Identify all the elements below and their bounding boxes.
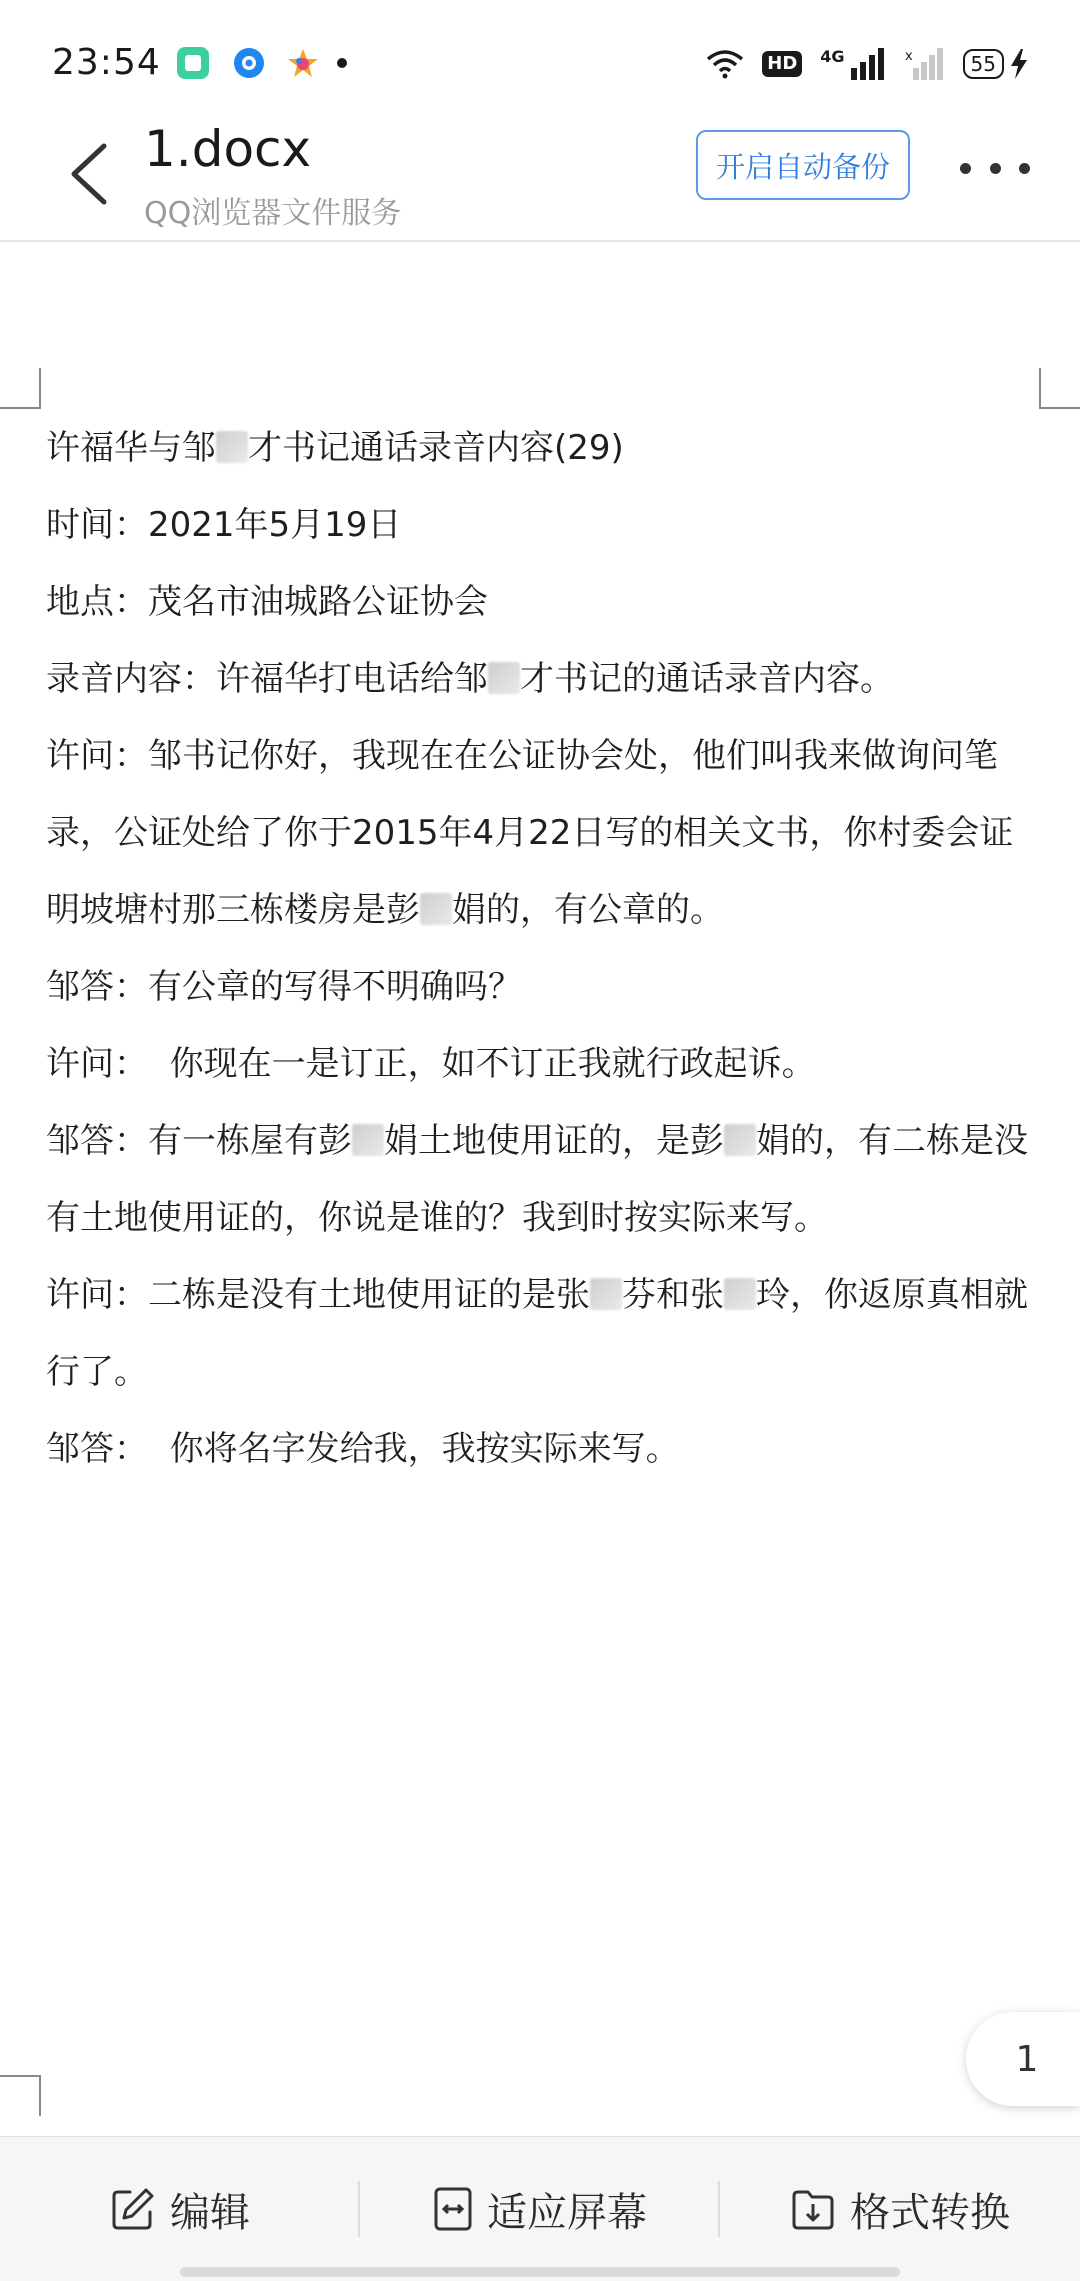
app-colorful-icon [286,46,320,80]
auto-backup-button[interactable]: 开启自动备份 [696,130,910,200]
document-page[interactable] [0,242,1080,2132]
doc-dialogue-paragraph: 邹答： 你将名字发给我，我按实际来写。 [46,1429,680,1469]
doc-dialogue-paragraph: 许问：邹书记你好，我现在在公证协会处，他们叫我来做询问笔录，公证处给了你于2015年4月22日写的相关文书，你村委会证明坡塘村那三栋楼房是彭 娟的，有公章的。 [46,736,1014,930]
back-arrow-icon[interactable] [60,134,120,214]
notification-dot-icon [332,46,366,80]
no-signal-icon [905,48,945,80]
format-convert-button[interactable] [720,2137,1080,2281]
page-corner-mark [0,2074,42,2116]
doc-dialogue-paragraph: 许问： 你现在一是订正，如不订正我就行政起诉。 [46,1044,816,1084]
fit-screen-icon [433,2186,473,2232]
app-blue-icon [232,46,266,80]
status-time: 23:54 [52,42,161,83]
svg-text:x: x [904,49,913,64]
doc-location-line: 地点：茂名市油城路公证协会 [46,582,488,622]
more-options-icon[interactable] [960,148,1030,188]
redacted-mark [724,1278,756,1310]
fit-screen-label: 适应屏幕 [487,2189,647,2236]
file-title: 1.docx [144,120,312,178]
bottom-toolbar [0,2136,1080,2281]
doc-dialogue-paragraph: 许问：二栋是没有土地使用证的是张 芬和张 玲，你返原真相就行了。 [46,1275,1028,1392]
redacted-mark [420,893,452,925]
redacted-mark [352,1124,384,1156]
page-corner-mark [1038,368,1080,410]
edit-button[interactable] [0,2137,360,2281]
battery-icon: 55 [963,49,1004,79]
redacted-mark [488,662,520,694]
charging-icon [1010,49,1028,79]
redacted-mark [590,1278,622,1310]
redacted-mark [216,431,248,463]
format-convert-icon [790,2186,836,2232]
page-number-indicator[interactable]: 1 [966,2012,1080,2106]
home-indicator[interactable] [180,2267,900,2277]
network-type-label: 4G [820,46,845,66]
wifi-icon [706,49,744,79]
redacted-mark [724,1124,756,1156]
format-convert-label: 格式转换 [850,2189,1010,2236]
signal-icon [849,48,887,80]
edit-label: 编辑 [170,2189,250,2236]
status-bar [0,0,1080,130]
fit-screen-button[interactable] [360,2137,720,2281]
doc-title: 许福华与邹 才书记通话录音内容(29) [46,428,624,468]
status-icons [706,42,1028,86]
document-body [46,410,1044,1488]
doc-dialogue-paragraph: 邹答：有一栋屋有彭 娟土地使用证的，是彭 娟的，有二栋是没有土地使用证的，你说是谁的？我到时按实际来写。 [46,1121,1028,1238]
top-app-bar [0,112,1080,242]
app-green-icon [176,46,210,80]
hd-badge: HD [762,51,802,77]
doc-dialogue-paragraph: 邹答：有公章的写得不明确吗？ [46,967,522,1007]
doc-content-line: 录音内容：许福华打电话给邹 才书记的通话录音内容。 [46,659,894,699]
page-corner-mark [0,368,42,410]
file-subtitle: QQ浏览器文件服务 [144,196,402,231]
doc-time-line: 时间：2021年5月19日 [46,505,402,545]
edit-icon [110,2186,156,2232]
